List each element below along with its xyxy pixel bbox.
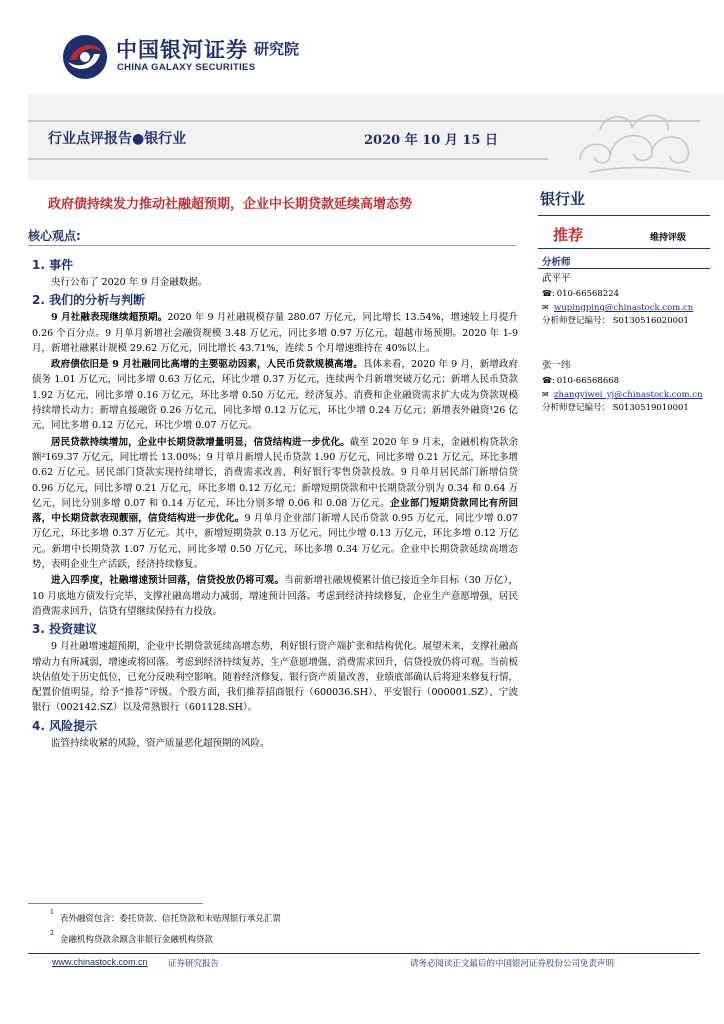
footnote-1: $^1$表外融资包含：委托贷款、信托贷款和未贴现银行承兑汇票 [50,909,281,924]
footer-website-link[interactable]: www.chinastock.com.cn [52,957,148,967]
analyst-phone-row: ☎: 010-66568668 [542,376,620,386]
core-views-title: 核心观点: [28,229,81,243]
section-title-risk: 4. 风险提示 [32,718,98,733]
investment-paragraph: 9 月社融增速超预期，企业中长期贷款延续高增态势，利好银行资产端扩张和结构优化。展望未来，支撑社融高增动力有所减弱，增速或将回落。考虑到经济持续复苏，生产意愿增强、消费需求回升，信贷投放仍将可观。当前板块估值处于历史低位，已充分反映利空影响。随着经济修复，银行资产质量改善，业绩底部确认后将迎来修复行情，配置价值明显，给予“推荐”评级。个股方面，我们推荐招商银行（600036.SH）、平安银行（000001.SZ）、宁波银行（002142.SZ）以及常熟银行（601128.SH）。 [32,641,518,714]
sidebar-rating-maintain: 维持评级 [650,233,687,243]
analysis-paragraph-1: 9 月社融表现继续超预期。2020 年 9 月社融规模存量 280.07 万亿元，同比增长 13.54%，增速较上月提升 0.26 个百分点。9 月单月新增社会融资规模 3.48 万亿元，同比多增 0.97 万亿元，超越市场预期。2020 年 1-9 月，新增社融累计规模 29.62 万亿元，同比增长 43.71%，连续 5 个月增速维持在 40%以上。 [32,312,518,354]
analyst-registration: 分析师登记编号： S0130519010001 [542,403,689,413]
analyst-email-row [542,301,693,315]
analyst-registration: 分析师登记编号： S0130516020001 [542,316,689,326]
company-logo [60,28,330,88]
sidebar-analyst-header: 分析师 [542,257,571,268]
phone-icon: ☎: [542,376,555,385]
logo-institute: 研究院 [254,40,300,58]
analyst-email-link[interactable]: wupingping@chinastock.com.cn [554,303,694,313]
main-content [32,255,518,752]
analyst-name: 张一纬 [542,360,571,371]
analysis-paragraph-4: 进入四季度，社融增速预计回落，信贷投放仍将可观。当前新增社融规模累计值已接近全年目标（30 万亿），10 月底地方债发行完毕，支撑社融高增动力减弱，增速预计回落。考虑到经济持续修复，企业生产意愿增强，居民消费需求回升，信贷有望继续保持有力投放。 [32,575,518,617]
analysis-paragraph-3: 居民贷款持续增加，企业中长期贷款增量明显，信贷结构进一步优化。截至 2020 年 9 月末，金融机构贷款余额²169.37 万亿元，同比增长 13.00%；9 月单月新增人民币贷款 1.90 万亿元，同比多增 0.21 万亿元，环比多增 0.62 万亿元。居民部门贷款实现持续增长，消费需求改善，利好银行零售贷款投放。9 月单月居民部门新增信贷 0.96 万亿元，同比多增 0.21 万亿元，环比多增 0.12 万亿元；新增短期贷款和中长期贷款分别为 0.34 和 0.64 万亿元，同比分别多增 0.07 和 0.14 万亿元，环比分别多增 0.06 和 0.08 万亿元。企业部门短期贷款同比有所回落，中长期贷款表现靓丽，信贷结构进一步优化。9 月单月企业部门新增人民币贷款 0.95 万亿元，同比少增 0.07 万亿元，环比多增 0.37 万亿元。其中，新增短期贷款 0.13 万亿元，同比少增 0.13 万亿元，环比多增 0.12 万亿元。新增中长期贷款 1.07 万亿元，同比多增 0.50 万亿元，环比多增 0.34 万亿元。企业中长期贷款延续高增态势，表明企业生产活跃，经济持续修复。 [32,436,518,571]
report-date: 2020 年 10 月 15 日 [364,133,498,148]
report-headline: 政府债持续发力推动社融超预期，企业中长期贷款延续高增态势 [48,197,413,212]
cloud-pattern-icon [570,100,700,180]
phone-icon: ☎: [542,289,555,298]
core-divider [28,245,516,246]
logo-company-name: 中国银河证券 [116,38,248,62]
sidebar-rating: 推荐 [553,226,584,244]
event-paragraph: 央行公布了 2020 年 9 月金融数据。 [51,277,208,288]
galaxy-swirl-icon [60,32,110,82]
footnote-2: $^2$金融机构贷款余额含非银行金融机构贷款 [50,930,213,945]
footnote-divider [28,903,203,904]
header-divider-bottom [28,158,548,160]
sidebar-divider-1 [538,215,710,216]
section-title-analysis: 2. 我们的分析与判断 [32,293,146,308]
sidebar-industry: 银行业 [540,190,586,208]
analyst-email-link[interactable]: zhangyiwei_yj@chinastock.com.cn [554,390,703,400]
logo-english-name: CHINA GALAXY SECURITIES [117,62,256,73]
footer-divider [28,953,700,954]
email-icon: ✉ [542,390,549,399]
analyst-card-2 [542,358,703,415]
email-icon: ✉ [542,303,549,312]
report-type: 行业点评报告●银行业 [48,131,187,147]
sidebar-divider-3 [538,268,710,269]
analyst-card-1 [542,271,693,328]
analysis-paragraph-2: 政府债依旧是 9 月社融同比高增的主要驱动因素，人民币贷款规模高增。具体来看，2020 年 9 月，新增政府债务 1.01 万亿元，同比多增 0.63 万亿元，环比少增 0.37 万亿元，连续两个月新增突破万亿元；新增人民币贷款 1.92 万亿元，同比多增 0.16 万亿元，环比多增 0.50 万亿元，经济复苏、消费和企业融资需求扩大成为贷款规模持续增长动力；新增直接融资 0.26 万亿元，同比多增 0.12 万亿元，环比少增 0.24 万亿元；新增表外融资¹26 亿元，同比多增 0.12 万亿元，环比少增 0.07 万亿元。 [32,359,519,432]
footer-report-label: 证券研究报告 [168,959,220,969]
analyst-email-row [542,388,703,402]
sidebar-divider-2 [538,248,710,249]
section-title-event: 1. 事件 [32,258,74,272]
analyst-phone-row: ☎: 010-66568224 [542,289,620,299]
analyst-name: 武平平 [542,273,571,284]
risk-paragraph: 监管持续收紧的风险，资产质量恶化超预期的风险。 [51,737,270,749]
section-title-investment: 3. 投资建议 [32,622,98,637]
footer-disclaimer: 请务必阅读正文最后的中国银河证券股份公司免责声明 [410,959,615,969]
